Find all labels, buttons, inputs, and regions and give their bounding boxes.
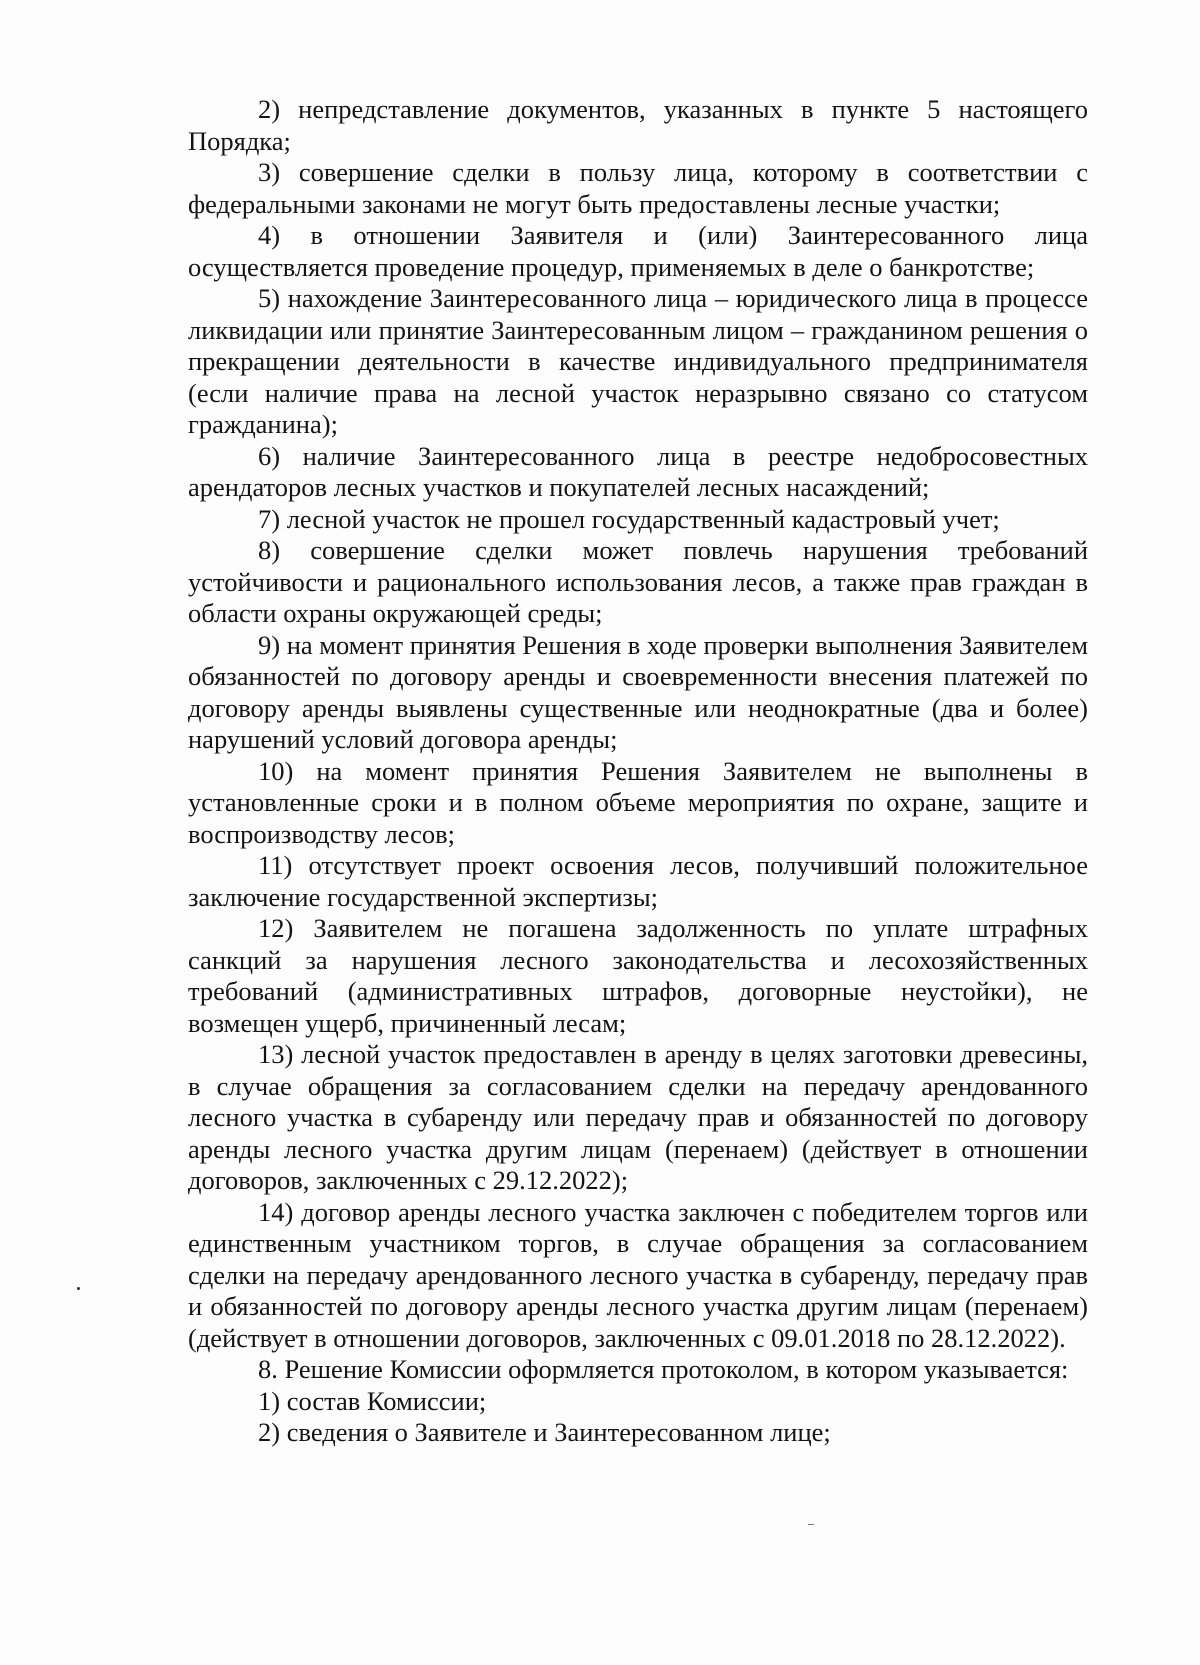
paragraph-item-11: 11) отсутствует проект освоения лесов, получивший положительное заключение государственной экспертизы; bbox=[188, 850, 1088, 912]
paragraph-item-2: 2) непредставление документов, указанных в пункте 5 настоящего Порядка; bbox=[188, 94, 1088, 156]
paragraph-item-5: 5) нахождение Заинтересованного лица – юридического лица в процессе ликвидации или принятие Заинтересованным лицом – гражданином решения о прекращении деятельности в качестве индивидуального предпринимателя (если наличие права на лесной участок неразрывно связано со статусом гражданина); bbox=[188, 283, 1088, 439]
paragraph-item-13: 13) лесной участок предоставлен в аренду в целях заготовки древесины, в случае обращения за согласованием сделки на передачу арендованного лесного участка в субаренду или передачу прав и обязанностей по договору аренды лесного участка другим лицам (перенаем) (действует в отношении договоров, заключенных с 29.12.2022); bbox=[188, 1039, 1088, 1195]
section-8-heading: 8. Решение Комиссии оформляется протоколом, в котором указывается: bbox=[258, 1354, 1069, 1384]
paragraph-item-6: 6) наличие Заинтересованного лица в реестре недобросовестных арендаторов лесных участков и покупателей лесных насаждений; bbox=[188, 440, 1088, 502]
paragraph-item-7: 7) лесной участок не прошел государственный кадастровый учет; bbox=[258, 503, 1000, 534]
paragraph-item-3: 3) совершение сделки в пользу лица, которому в соответствии с федеральными законами не могут быть предоставлены лесные участки; bbox=[188, 157, 1088, 219]
scan-artifact-dot bbox=[77, 1287, 80, 1290]
protocol-item-1: 1) состав Комиссии; bbox=[258, 1385, 487, 1416]
paragraph-item-12: 12) Заявителем не погашена задолженность по уплате штрафных санкций за нарушения лесного законодательства и лесохозяйственных требований (административных штрафов, договорные неустойки), не возмещен ущерб, причиненный лесам; bbox=[188, 913, 1088, 1038]
paragraph-item-10: 10) на момент принятия Решения Заявителем не выполнены в установленные сроки и в полном объеме мероприятия по охране, защите и воспроизводству лесов; bbox=[188, 755, 1088, 849]
paragraph-item-8: 8) совершение сделки может повлечь нарушения требований устойчивости и рационального использования лесов, а также прав граждан в области охраны окружающей среды; bbox=[188, 535, 1088, 628]
protocol-item-2: 2) сведения о Заявителе и Заинтересованном лице; bbox=[258, 1417, 831, 1447]
paragraph-item-4: 4) в отношении Заявителя и (или) Заинтересованного лица осуществляется проведение процедур, применяемых в деле о банкротстве; bbox=[188, 220, 1088, 282]
scan-artifact-dash bbox=[808, 1524, 814, 1525]
paragraph-item-9: 9) на момент принятия Решения в ходе проверки выполнения Заявителем обязанностей по договору аренды и своевременности внесения платежей по договору аренды выявлены существенные или неоднократные (два и более) нарушений условий договора аренды; bbox=[188, 629, 1088, 754]
paragraph-item-14: 14) договор аренды лесного участка заключен с победителем торгов или единственным участником торгов, в случае обращения за согласованием сделки на передачу арендованного лесного участка в субаренду, передачу прав и обязанностей по договору аренды лесного участка другим лицам (перенаем) (действует в отношении договоров, заключенных с 09.01.2018 по 28.12.2022). bbox=[188, 1196, 1088, 1353]
document-body bbox=[188, 94, 1088, 1449]
